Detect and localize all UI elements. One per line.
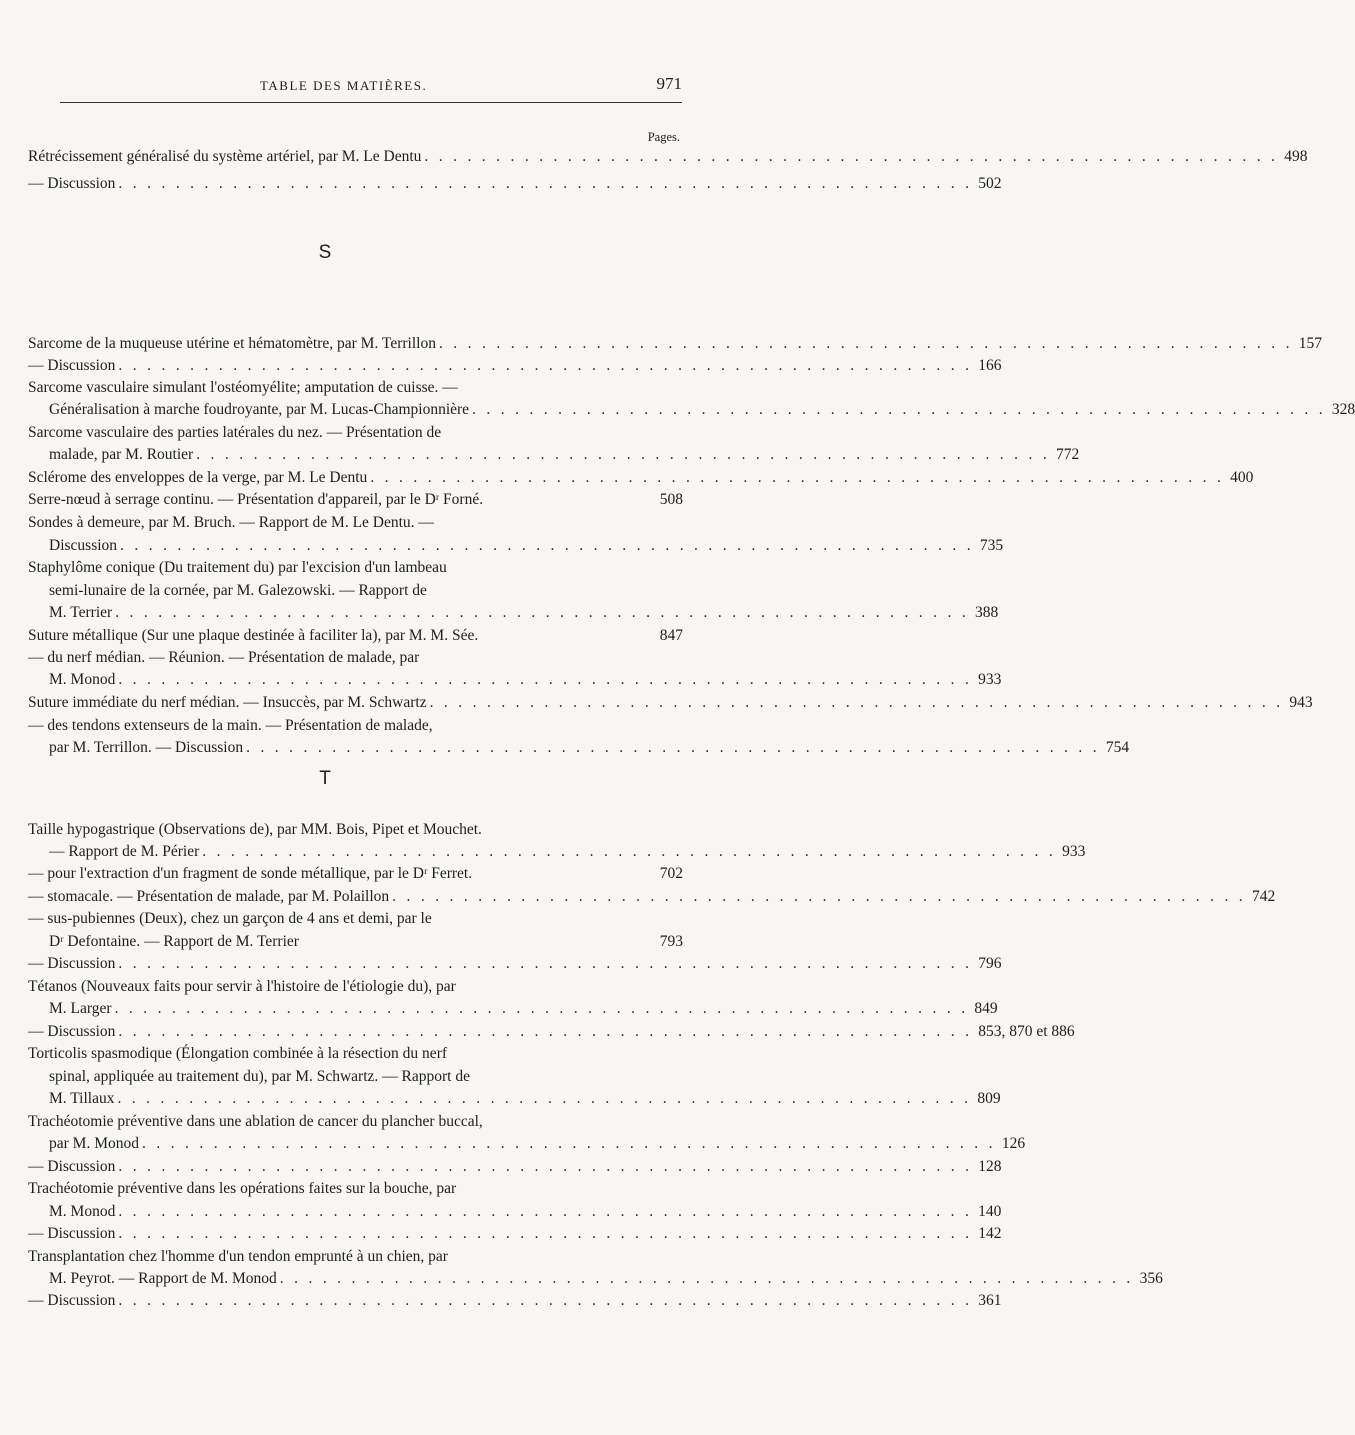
index-entry-line bbox=[28, 558, 683, 578]
entry-page-number: 142 bbox=[978, 1225, 1002, 1242]
entry-text: Tétanos (Nouveaux faits pour servir à l'histoire de l'étiologie du), par bbox=[28, 978, 456, 995]
entry-text: Serre-nœud à serrage continu. — Présentation d'appareil, par le Dʳ Forné. bbox=[28, 491, 484, 508]
index-entry-line bbox=[28, 820, 683, 840]
entry-page-number: 140 bbox=[978, 1203, 1002, 1220]
dot-leader: . . . . . . . . . . . . . . . . . . . . . . . . . . . . . . . . . . . . . . . . . . . . . . . . . . . . . . . . . . . . bbox=[424, 148, 1279, 165]
entry-text: — Discussion bbox=[28, 955, 116, 972]
dot-leader: . . . . . . . . . . . . . . . . . . . . . . . . . . . . . . . . . . . . . . . . . . . . . . . . . . . . . . . . . . . . bbox=[196, 446, 1051, 463]
entry-page-number: 796 bbox=[978, 955, 1002, 972]
entry-page-number: 508 bbox=[659, 491, 683, 508]
index-entry-line bbox=[49, 581, 683, 601]
entry-text: — stomacale. — Présentation de malade, par M. Polaillon bbox=[28, 888, 390, 905]
entry-page-number: 157 bbox=[1298, 335, 1323, 352]
index-entry-line bbox=[28, 147, 1308, 167]
entry-text: Trachéotomie préventive dans une ablation de cancer du plancher buccal, bbox=[28, 1113, 483, 1130]
entry-page-number: 128 bbox=[978, 1158, 1002, 1175]
header-rule bbox=[60, 102, 682, 103]
index-entry-line bbox=[28, 693, 1313, 713]
index-entry-line bbox=[28, 977, 683, 997]
index-entry-line bbox=[49, 400, 1355, 420]
entry-text: Généralisation à marche foudroyante, par M. Lucas-Championnière bbox=[49, 401, 470, 418]
entry-text: — du nerf médian. — Réunion. — Présentation de malade, par bbox=[28, 649, 420, 666]
entry-page-number: 166 bbox=[978, 357, 1002, 374]
index-entry-line bbox=[28, 887, 1276, 907]
entry-text: — pour l'extraction d'un fragment de sonde métallique, par le Dʳ Ferret. bbox=[28, 865, 473, 882]
pages-column-label: Pages. bbox=[647, 130, 680, 144]
entry-text: — sus-pubiennes (Deux), chez un garçon de 4 ans et demi, par le bbox=[28, 910, 432, 927]
entry-text: Sarcome vasculaire des parties latérales du nez. — Présentation de bbox=[28, 424, 442, 441]
index-entry-line bbox=[49, 1067, 683, 1087]
entry-page-number: 702 bbox=[659, 865, 683, 882]
page-number: 971 bbox=[656, 74, 682, 93]
dot-leader: . . . . . . . . . . . . . . . . . . . . . . . . . . . . . . . . . . . . . . . . . . . . . . . . . . . . . . . . . . . . bbox=[429, 694, 1284, 711]
entry-text: par M. Terrillon. — Discussion bbox=[49, 739, 244, 756]
index-entry-line bbox=[28, 864, 683, 884]
entry-text: Sondes à demeure, par M. Bruch. — Rapport de M. Le Dentu. — bbox=[28, 514, 434, 531]
entry-text: Suture métallique (Sur une plaque destinée à faciliter la), par M. M. Sée. bbox=[28, 627, 479, 644]
entry-text: — Discussion bbox=[28, 1158, 116, 1175]
index-entry-line bbox=[28, 356, 1002, 376]
index-entry-line bbox=[28, 1112, 683, 1132]
dot-leader: . . . . . . . . . . . . . . . . . . . . . . . . . . . . . . . . . . . . . . . . . . . . . . . . . . . . . . . . . . . . bbox=[118, 955, 973, 972]
entry-text: Suture immédiate du nerf médian. — Insuccès, par M. Schwartz bbox=[28, 694, 427, 711]
index-entry-line bbox=[49, 603, 999, 623]
dot-leader: . . . . . . . . . . . . . . . . . . . . . . . . . . . . . . . . . . . . . . . . . . . . . . . . . . . . . . . . . . . . bbox=[246, 739, 1100, 756]
index-entry-line bbox=[28, 423, 683, 443]
entry-page-number: 933 bbox=[1062, 843, 1086, 860]
index-entry-line bbox=[28, 1247, 683, 1267]
index-entry-line bbox=[28, 716, 683, 736]
entry-page-number: 772 bbox=[1056, 446, 1080, 463]
entry-text: M. Monod bbox=[49, 671, 116, 688]
running-header bbox=[60, 74, 682, 100]
index-entry-line bbox=[28, 174, 1002, 194]
index-entry-line bbox=[49, 1089, 1001, 1109]
entry-text: Discussion bbox=[49, 537, 118, 554]
index-entry-line bbox=[28, 626, 683, 646]
entry-page-number: 933 bbox=[978, 671, 1002, 688]
dot-leader: . . . . . . . . . . . . . . . . . . . . . . . . . . . . . . . . . . . . . . . . . . . . . . . . . . . . . . . . . . . . bbox=[118, 1292, 973, 1309]
dot-leader: . . . . . . . . . . . . . . . . . . . . . . . . . . . . . . . . . . . . . . . . . . . . . . . . . . . . . . . . . . . . bbox=[279, 1270, 1134, 1287]
entry-text: M. Peyrot. — Rapport de M. Monod bbox=[49, 1270, 277, 1287]
entry-page-number: 388 bbox=[975, 604, 999, 621]
dot-leader: . . . . . . . . . . . . . . . . . . . . . . . . . . . . . . . . . . . . . . . . . . . . . . . . . . . . . . . . . . . . bbox=[114, 1000, 969, 1017]
index-entry-line bbox=[49, 536, 1004, 556]
index-entry-line bbox=[49, 932, 683, 952]
entry-text: Rétrécissement généralisé du système artériel, par M. Le Dentu bbox=[28, 148, 422, 165]
entry-text: spinal, appliquée au traitement du), par M. Schwartz. — Rapport de bbox=[49, 1068, 470, 1085]
index-entry-line bbox=[49, 445, 1080, 465]
header-title: TABLE DES MATIÈRES. bbox=[260, 78, 428, 93]
dot-leader: . . . . . . . . . . . . . . . . . . . . . . . . . . . . . . . . . . . . . . . . . . . . . . . . . . . . . . . . . . . . bbox=[472, 401, 1326, 418]
dot-leader: . . . . . . . . . . . . . . . . . . . . . . . . . . . . . . . . . . . . . . . . . . . . . . . . . . . . . . . . . . . . bbox=[118, 1023, 973, 1040]
entry-text: Sclérome des enveloppes de la verge, par M. Le Dentu bbox=[28, 469, 368, 486]
entry-page-number: 793 bbox=[659, 933, 683, 950]
dot-leader: . . . . . . . . . . . . . . . . . . . . . . . . . . . . . . . . . . . . . . . . . . . . . . . . . . . . . . . . . . . . bbox=[117, 1090, 972, 1107]
index-entry-line bbox=[49, 1269, 1163, 1289]
entry-page-number: 126 bbox=[1001, 1135, 1026, 1152]
entry-text: Transplantation chez l'homme d'un tendon emprunté à un chien, par bbox=[28, 1248, 448, 1265]
entry-text: semi-lunaire de la cornée, par M. Galezowski. — Rapport de bbox=[49, 582, 427, 599]
dot-leader: . . . . . . . . . . . . . . . . . . . . . . . . . . . . . . . . . . . . . . . . . . . . . . . . . . . . . . . . . . . . bbox=[392, 888, 1246, 905]
dot-leader: . . . . . . . . . . . . . . . . . . . . . . . . . . . . . . . . . . . . . . . . . . . . . . . . . . . . . . . . . . . . bbox=[118, 175, 973, 192]
entry-text: — Discussion bbox=[28, 175, 116, 192]
entry-page-number: 853, 870 et 886 bbox=[978, 1023, 1075, 1040]
index-entry-line bbox=[28, 1291, 1002, 1311]
dot-leader: . . . . . . . . . . . . . . . . . . . . . . . . . . . . . . . . . . . . . . . . . . . . . . . . . . . . . . . . . . . . bbox=[141, 1135, 996, 1152]
entry-page-number: 356 bbox=[1139, 1270, 1163, 1287]
section-letter-t: T bbox=[319, 768, 331, 789]
index-entry-line bbox=[28, 648, 683, 668]
entry-text: malade, par M. Routier bbox=[49, 446, 194, 463]
entry-page-number: 400 bbox=[1230, 469, 1254, 486]
entry-text: Trachéotomie préventive dans les opérations faites sur la bouche, par bbox=[28, 1180, 457, 1197]
entry-page-number: 849 bbox=[974, 1000, 998, 1017]
index-entry-line bbox=[49, 999, 998, 1019]
index-entry-line bbox=[28, 1179, 683, 1199]
entry-text: Sarcome de la muqueuse utérine et hématomètre, par M. Terrillon bbox=[28, 335, 436, 352]
entry-page-number: 847 bbox=[659, 627, 683, 644]
dot-leader: . . . . . . . . . . . . . . . . . . . . . . . . . . . . . . . . . . . . . . . . . . . . . . . . . . . . . . . . . . . . bbox=[370, 469, 1225, 486]
entry-text: par M. Monod bbox=[49, 1135, 139, 1152]
dot-leader: . . . . . . . . . . . . . . . . . . . . . . . . . . . . . . . . . . . . . . . . . . . . . . . . . . . . . . . . . . . . bbox=[118, 671, 973, 688]
dot-leader: . . . . . . . . . . . . . . . . . . . . . . . . . . . . . . . . . . . . . . . . . . . . . . . . . . . . . . . . . . . . bbox=[118, 1203, 973, 1220]
index-entry-line bbox=[28, 909, 683, 929]
entry-text: — Discussion bbox=[28, 1225, 116, 1242]
entry-text: — Rapport de M. Périer bbox=[49, 843, 200, 860]
dot-leader: . . . . . . . . . . . . . . . . . . . . . . . . . . . . . . . . . . . . . . . . . . . . . . . . . . . . . . . . . . . . bbox=[438, 335, 1293, 352]
index-entry-line bbox=[49, 842, 1086, 862]
index-entry-line bbox=[28, 334, 1323, 354]
entry-text: — Discussion bbox=[28, 1292, 116, 1309]
entry-page-number: 742 bbox=[1251, 888, 1276, 905]
index-entry-line bbox=[28, 1022, 1075, 1042]
index-entry-line bbox=[28, 1157, 1002, 1177]
entry-page-number: 361 bbox=[978, 1292, 1002, 1309]
index-entry-line bbox=[49, 738, 1130, 758]
entry-page-number: 809 bbox=[977, 1090, 1001, 1107]
entry-text: Dʳ Defontaine. — Rapport de M. Terrier bbox=[49, 933, 299, 950]
entry-page-number: 943 bbox=[1289, 694, 1313, 711]
entry-page-number: 735 bbox=[979, 537, 1004, 554]
entry-text: M. Monod bbox=[49, 1203, 116, 1220]
entry-text: Staphylôme conique (Du traitement du) par l'excision d'un lambeau bbox=[28, 559, 447, 576]
entry-text: — des tendons extenseurs de la main. — Présentation de malade, bbox=[28, 717, 433, 734]
entry-page-number: 498 bbox=[1284, 148, 1308, 165]
dot-leader: . . . . . . . . . . . . . . . . . . . . . . . . . . . . . . . . . . . . . . . . . . . . . . . . . . . . . . . . . . . . bbox=[115, 604, 970, 621]
index-entry-line bbox=[28, 1044, 683, 1064]
entry-page-number: 502 bbox=[978, 175, 1002, 192]
dot-leader: . . . . . . . . . . . . . . . . . . . . . . . . . . . . . . . . . . . . . . . . . . . . . . . . . . . . . . . . . . . . bbox=[202, 843, 1057, 860]
entry-text: — Discussion bbox=[28, 1023, 116, 1040]
entry-text: M. Terrier bbox=[49, 604, 113, 621]
index-entry-line bbox=[49, 1134, 1026, 1154]
index-entry-line bbox=[28, 1224, 1002, 1244]
entry-text: M. Larger bbox=[49, 1000, 112, 1017]
dot-leader: . . . . . . . . . . . . . . . . . . . . . . . . . . . . . . . . . . . . . . . . . . . . . . . . . . . . . . . . . . . . bbox=[120, 537, 974, 554]
entry-page-number: 328 bbox=[1331, 401, 1355, 418]
entry-text: Taille hypogastrique (Observations de), par MM. Bois, Pipet et Mouchet. bbox=[28, 821, 482, 838]
index-entry-line bbox=[28, 954, 1002, 974]
index-entry-line bbox=[49, 670, 1002, 690]
entry-page-number: 754 bbox=[1105, 739, 1130, 756]
index-entry-line bbox=[28, 513, 683, 533]
entry-text: M. Tillaux bbox=[49, 1090, 115, 1107]
index-entry-line bbox=[49, 1202, 1002, 1222]
entry-text: — Discussion bbox=[28, 357, 116, 374]
index-entry-line bbox=[28, 378, 683, 398]
entry-text: Sarcome vasculaire simulant l'ostéomyélite; amputation de cuisse. — bbox=[28, 379, 458, 396]
index-entry-line bbox=[28, 468, 1254, 488]
dot-leader: . . . . . . . . . . . . . . . . . . . . . . . . . . . . . . . . . . . . . . . . . . . . . . . . . . . . . . . . . . . . bbox=[118, 357, 973, 374]
dot-leader: . . . . . . . . . . . . . . . . . . . . . . . . . . . . . . . . . . . . . . . . . . . . . . . . . . . . . . . . . . . . bbox=[118, 1158, 973, 1175]
entry-text: Torticolis spasmodique (Élongation combinée à la résection du nerf bbox=[28, 1045, 448, 1062]
index-entry-line bbox=[28, 490, 683, 510]
section-letter-s: S bbox=[318, 242, 332, 263]
dot-leader: . . . . . . . . . . . . . . . . . . . . . . . . . . . . . . . . . . . . . . . . . . . . . . . . . . . . . . . . . . . . bbox=[118, 1225, 973, 1242]
